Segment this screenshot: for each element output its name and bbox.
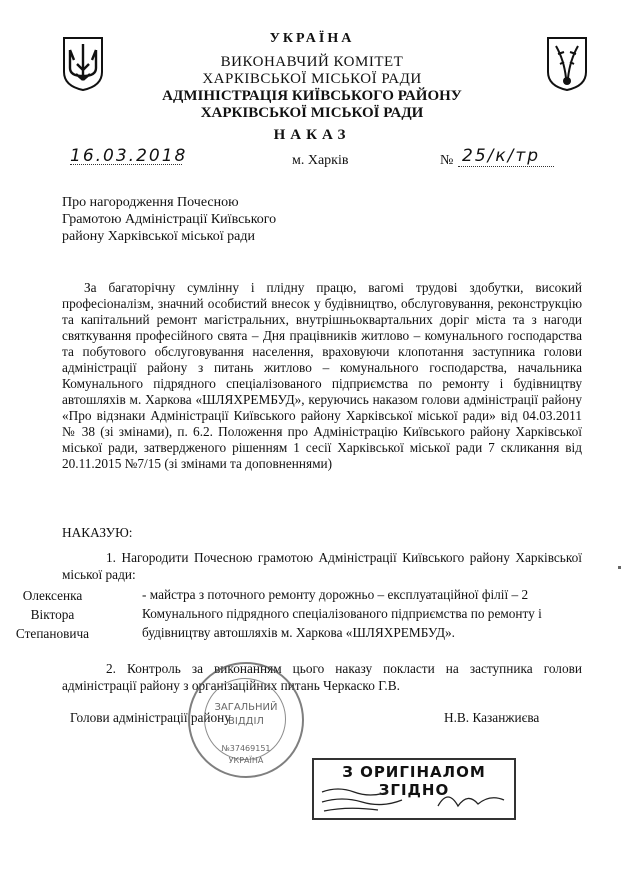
awardee-surname: Олексенка <box>22 588 83 603</box>
signature-name: Н.В. Казанжиєва <box>444 710 540 725</box>
organization-line-2: ХАРКІВСЬКОЇ МІСЬКОЇ РАДИ <box>202 71 422 87</box>
item-2: 2. Контроль за виконанням цього наказу покласти на заступника голови адміністрації району з організаційних питань Черкаско Г.В. <box>62 661 582 693</box>
organization-line-3: АДМІНІСТРАЦІЯ КИЇВСЬКОГО РАЙОНУ <box>162 88 462 104</box>
document-type: НАКАЗ <box>273 127 351 143</box>
organization-line-1: ВИКОНАВЧИЙ КОМІТЕТ <box>220 54 404 70</box>
order-word: НАКАЗУЮ: <box>62 525 133 540</box>
round-stamp-code: №37469151 <box>221 744 271 753</box>
awardee-patronymic: Степановича <box>15 626 90 641</box>
order-date: 16.03.2018 <box>70 146 188 166</box>
city: м. Харків <box>292 153 349 168</box>
scan-mark <box>618 566 621 569</box>
awardee-name <box>5 586 100 643</box>
awardee-position: - майстра з поточного ремонту дорожньо – експлуатаційної філії – 2 Комунального підрядного спеціалізованого підприємства по ремонту і будівництву автошляхів м. Харкова «ШЛЯХРЕМБУД». <box>142 587 542 640</box>
date-underline <box>70 164 182 165</box>
number-prefix: № <box>440 153 454 168</box>
country-name: УКРАЇНА <box>269 31 355 46</box>
number-underline <box>458 166 554 167</box>
round-stamp-country: УКРАЇНА <box>228 756 264 765</box>
awardee-first-name: Віктора <box>30 607 75 622</box>
round-stamp-center-1: ЗАГАЛЬНИЙ <box>214 702 278 713</box>
round-stamp <box>188 662 304 778</box>
preamble-paragraph: За багаторічну сумлінну і плідну працю, вагомі трудові здобутки, високий професіоналізм, значний особистий внесок у будівництво, обслуговування, реконструкцію та капітальний ремонт магістральних, внутрішньоквартальних доріг міста та з нагоди святкування професійного свята – Дня працівників житлово – комунального господарства та побутового обслуговування населення, враховуючи клопотання заступника голови адміністрації району з питань житлово – комунального господарства, начальника Комунального підрядного спеціалізованого підприємства по ремонту і будівництву автошляхів м. Харкова «ШЛЯХРЕМБУД», керуючись наказом голови адміністрації району «Про відзнаки Адміністрації Київського району Харківської міської ради» від 04.03.2011 № 38 (зі змінами), п. 6.2. Положення про Адміністрацію Київського району Харківської міської ради, затвердженого рішенням 1 сесії Харківської міської ради 7 скликання від 20.11.2015 №7/15 (зі змінами та доповненнями) <box>62 280 582 471</box>
item-1: 1. Нагородити Почесною грамотою Адміністрації Київського району Харківської міської ради: <box>62 550 582 582</box>
copy-certification-stamp <box>312 758 516 820</box>
copy-stamp-title: З ОРИГІНАЛОМ ЗГІДНО <box>342 763 486 799</box>
round-stamp-center-2: ВІДДІЛ <box>228 716 264 727</box>
signature-role: Голови адміністрації району <box>70 710 231 725</box>
organization-line-4: ХАРКІВСЬКОЇ МІСЬКОЇ РАДИ <box>200 105 424 121</box>
handwritten-signature-icon <box>318 782 508 814</box>
order-number: 25/к/тр <box>462 146 541 166</box>
order-subject: Про нагородження Почесною Грамотою Адміністрації Київського району Харківської міської ради <box>62 195 277 244</box>
